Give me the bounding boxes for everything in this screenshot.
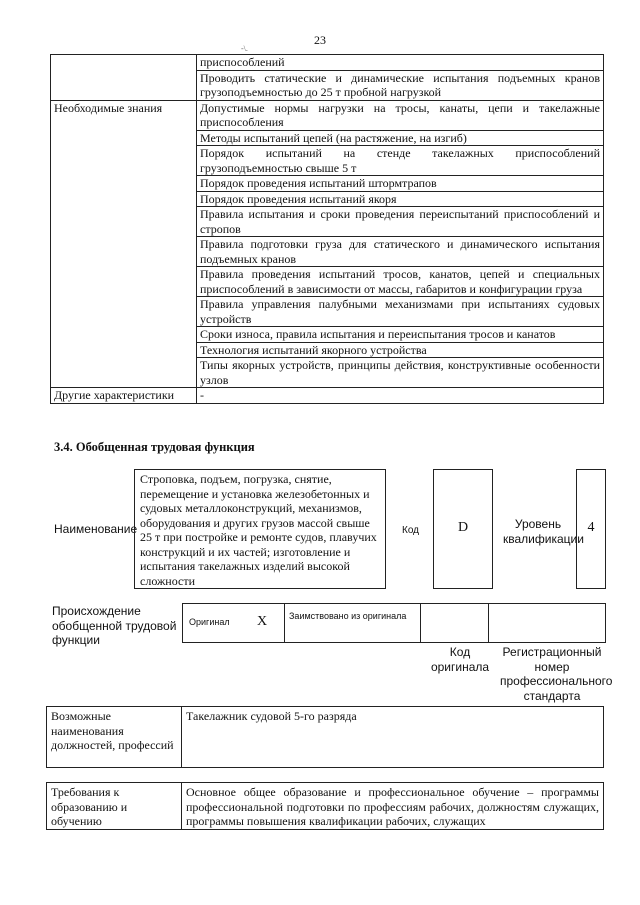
requirement-item: Типы якорных устройств, принципы действия, конструктивные особенности узлов: [197, 358, 604, 388]
requirement-item: Проводить статические и динамические испытания подъемных кранов грузоподъемностью до 25 т пробной нагрузкой: [197, 70, 604, 100]
positions-label: Возможные наименования должностей, профессий: [46, 706, 182, 768]
section-heading: 3.4. Обобщенная трудовая функция: [54, 440, 255, 454]
divider: [420, 604, 421, 642]
requirement-item: Порядок проведения испытаний штормтрапов: [197, 176, 604, 192]
requirement-item: Правила испытания и сроки проведения переиспытаний приспособлений и стропов: [197, 207, 604, 237]
requirements-table: [50, 54, 604, 404]
requirement-item: -: [197, 388, 604, 404]
table-row: [51, 55, 604, 71]
borrowed-label: Заимствовано из оригинала: [289, 611, 407, 621]
positions-value: Такелажник судовой 5-го разряда: [181, 706, 604, 768]
level-label: Уровень квалификации: [503, 517, 584, 546]
page-number: 23: [314, 33, 326, 47]
requirement-item: Порядок проведения испытаний якоря: [197, 191, 604, 207]
requirement-item: Сроки износа, правила испытания и переиспытания тросов и канатов: [197, 327, 604, 343]
table-row: [51, 100, 604, 130]
name-value: Строповка, подъем, погрузка, снятие, перемещение и установка железобетонных и судовых металлоконструкций, механизмов, оборудования и других грузов массой свыше 25 т при постройке и ремонте судов, плавучих конструкций и их частей; изготовление и испытания такелажных изделий высокой сложности: [140, 472, 377, 588]
divider: [488, 604, 489, 642]
code-original-caption: Код оригинала: [430, 645, 490, 674]
original-label: Оригинал: [189, 617, 230, 627]
level-box: [576, 469, 606, 589]
education-value: Основное общее образование и профессиональное обучение – программы профессиональной подготовки по профессиям рабочих, должностям служащих, программы повышения квалификации рабочих, служащих: [181, 782, 604, 830]
name-label: Наименование: [54, 522, 138, 536]
row-group-label: Необходимые знания: [51, 100, 197, 388]
requirement-item: Методы испытаний цепей (на растяжение, на изгиб): [197, 130, 604, 146]
requirement-item: Правила управления палубными механизмами при испытаниях судовых устройств: [197, 297, 604, 327]
code-box: [433, 469, 493, 589]
divider: [284, 604, 285, 642]
row-group-label: Другие характеристики: [51, 388, 197, 404]
requirement-item: Допустимые нормы нагрузки на тросы, канаты, цепи и такелажные приспособления: [197, 100, 604, 130]
requirement-item: Технология испытаний якорного устройства: [197, 342, 604, 358]
code-label: Код: [402, 525, 420, 536]
requirement-item: приспособлений: [197, 55, 604, 71]
requirement-item: Правила проведения испытаний тросов, канатов, цепей и специальных приспособлений в зависимости от массы, габаритов и конфигурации груза: [197, 267, 604, 297]
requirement-item: Правила подготовки груза для статического и динамического испытания подъемных кранов: [197, 237, 604, 267]
code-value: D: [457, 520, 469, 535]
row-group-label: [51, 55, 197, 101]
origin-label: Происхождение обобщенной трудовой функции: [52, 604, 177, 647]
name-value-box: [134, 469, 386, 589]
registration-caption: Регистрационный номер профессионального стандарта: [500, 645, 613, 703]
requirement-item: Порядок испытаний на стенде такелажных приспособлений грузоподъемностью свыше 5 т: [197, 146, 604, 176]
table-row: [51, 388, 604, 404]
original-mark: X: [257, 614, 268, 629]
origin-table: [182, 603, 606, 643]
level-value: 4: [587, 520, 595, 535]
education-label: Требования к образованию и обучению: [46, 782, 182, 830]
stray-mark: -\.: [241, 44, 248, 53]
